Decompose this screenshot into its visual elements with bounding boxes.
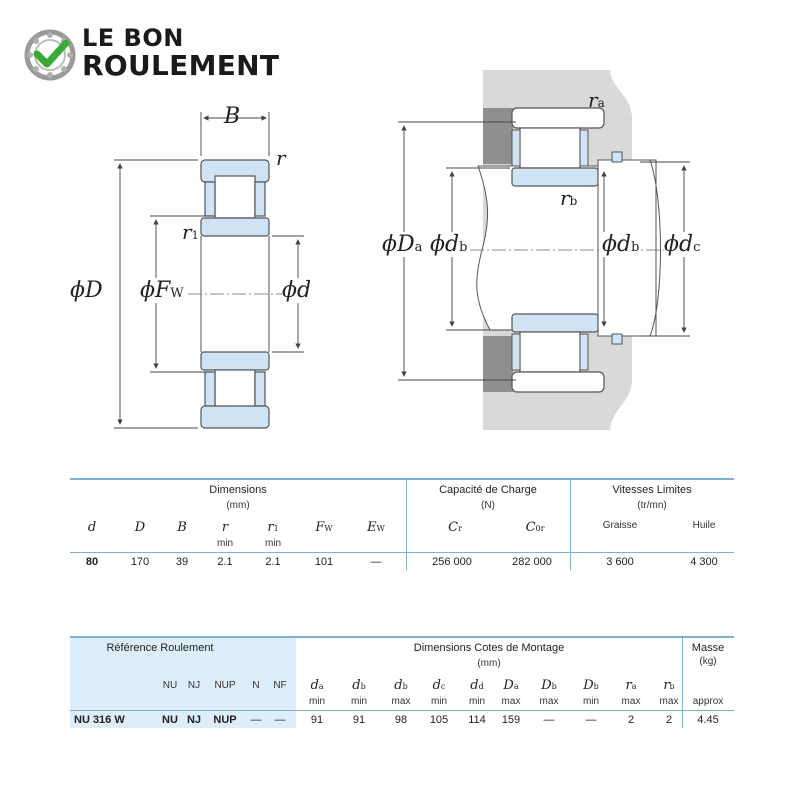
col-r1: r1 <box>267 520 279 535</box>
dimensions-table <box>70 478 734 573</box>
col-r: r <box>221 520 229 535</box>
mount-col-limit: min <box>308 696 326 707</box>
col-r-min: min <box>216 538 234 549</box>
col-Cr: Cr <box>448 520 462 535</box>
row-Fw: 101 <box>314 556 334 568</box>
type-N: N <box>252 680 260 691</box>
row-d: 80 <box>85 556 99 568</box>
col-D: D <box>134 520 146 535</box>
mount-col-dd-min: dd <box>470 678 484 693</box>
mount-value: 159 <box>501 714 521 726</box>
type-NUP: NUP <box>214 680 236 691</box>
mount-value: 98 <box>394 714 408 726</box>
col-d: d <box>87 520 97 535</box>
col-r1-min: min <box>264 538 282 549</box>
label-phi-dc: ϕdc <box>664 232 701 257</box>
mount-value: 91 <box>352 714 366 726</box>
mount-value: — <box>543 714 555 726</box>
mass-unit: (kg) <box>699 656 717 667</box>
reference-title: Référence Roulement <box>106 642 214 654</box>
logo-line2: ROULEMENT <box>82 49 280 82</box>
col-C0r: C0r <box>525 520 545 535</box>
mounting-table <box>70 636 734 730</box>
speed-unit: (tr/mn) <box>637 500 667 511</box>
mount-col-db-min: db <box>352 678 366 693</box>
mount-col-limit: min <box>430 696 448 707</box>
row-r: 2.1 <box>217 556 233 568</box>
label-phi-db-left: ϕdb <box>430 232 468 257</box>
speed-title: Vitesses Limites <box>612 484 692 496</box>
row-reference: NU 316 W <box>74 714 125 726</box>
mount-value: 2 <box>665 714 673 726</box>
type-NJ: NJ <box>187 680 201 691</box>
row-type-NUP: NUP <box>213 714 237 726</box>
type-NF: NF <box>273 680 287 691</box>
label-phi-D: ϕD <box>70 278 103 303</box>
mount-col-limit: min <box>350 696 368 707</box>
label-phi-Fw: ϕFW <box>140 278 184 303</box>
label-r1: r1 <box>182 220 199 244</box>
mount-col-Db-max: Db <box>541 678 557 693</box>
mount-col-limit: max <box>539 696 559 707</box>
row-type-NF: — <box>274 714 286 726</box>
mount-col-db-max: db <box>394 678 408 693</box>
col-B: B <box>177 520 187 535</box>
label-rb: rb <box>560 186 578 210</box>
mount-col-da-min: da <box>310 678 324 693</box>
mounting-title: Dimensions Cotes de Montage <box>413 642 565 654</box>
mount-value: 105 <box>429 714 449 726</box>
mount-value: — <box>585 714 597 726</box>
mount-col-limit: min <box>468 696 486 707</box>
capacity-title: Capacité de Charge <box>439 484 537 496</box>
mount-col-limit: max <box>391 696 411 707</box>
mount-col-limit: min <box>582 696 600 707</box>
mount-value: 114 <box>468 714 486 726</box>
label-ra: ra <box>588 88 605 112</box>
label-phi-Da: ϕDa <box>382 232 423 257</box>
label-B: B <box>224 104 241 129</box>
mount-col-rb-max: rb <box>663 678 675 693</box>
mount-col-Da-max: Da <box>503 678 519 693</box>
row-mass: 4.45 <box>697 714 719 726</box>
mount-col-Db-min: Db <box>583 678 599 693</box>
row-type-NJ: NJ <box>186 714 202 726</box>
col-Ew: EW <box>367 520 385 535</box>
row-type-N: — <box>250 714 262 726</box>
mount-value: 91 <box>310 714 324 726</box>
row-B: 39 <box>175 556 189 568</box>
logo-line1: LE BON <box>82 24 184 52</box>
label-phi-d: ϕd <box>282 278 312 303</box>
dimensions-unit: (mm) <box>226 500 250 511</box>
col-grease: Graisse <box>602 520 638 531</box>
label-r: r <box>276 146 286 170</box>
mount-col-limit: max <box>621 696 641 707</box>
type-NU: NU <box>162 680 178 691</box>
row-D: 170 <box>130 556 150 568</box>
mass-title: Masse <box>691 642 725 654</box>
row-Ew: — <box>370 556 382 568</box>
mounting-unit: (mm) <box>477 658 501 669</box>
row-grease: 3 600 <box>606 556 634 568</box>
row-type-NU: NU <box>162 714 178 726</box>
capacity-unit: (N) <box>481 500 495 511</box>
mount-value: 2 <box>627 714 635 726</box>
dimensions-title: Dimensions <box>209 484 267 496</box>
mount-col-limit: max <box>659 696 679 707</box>
mount-col-ra-max: ra <box>625 678 637 693</box>
label-phi-db-right: ϕdb <box>602 232 640 257</box>
row-Cr: 256 000 <box>432 556 472 568</box>
row-oil: 4 300 <box>690 556 718 568</box>
mount-col-limit: max <box>501 696 521 707</box>
row-r1: 2.1 <box>265 556 281 568</box>
col-Fw: FW <box>315 520 333 535</box>
row-C0r: 282 000 <box>512 556 552 568</box>
mass-approx: approx <box>692 696 724 707</box>
col-oil: Huile <box>692 520 716 531</box>
mount-col-dc-min: dc <box>432 678 446 693</box>
